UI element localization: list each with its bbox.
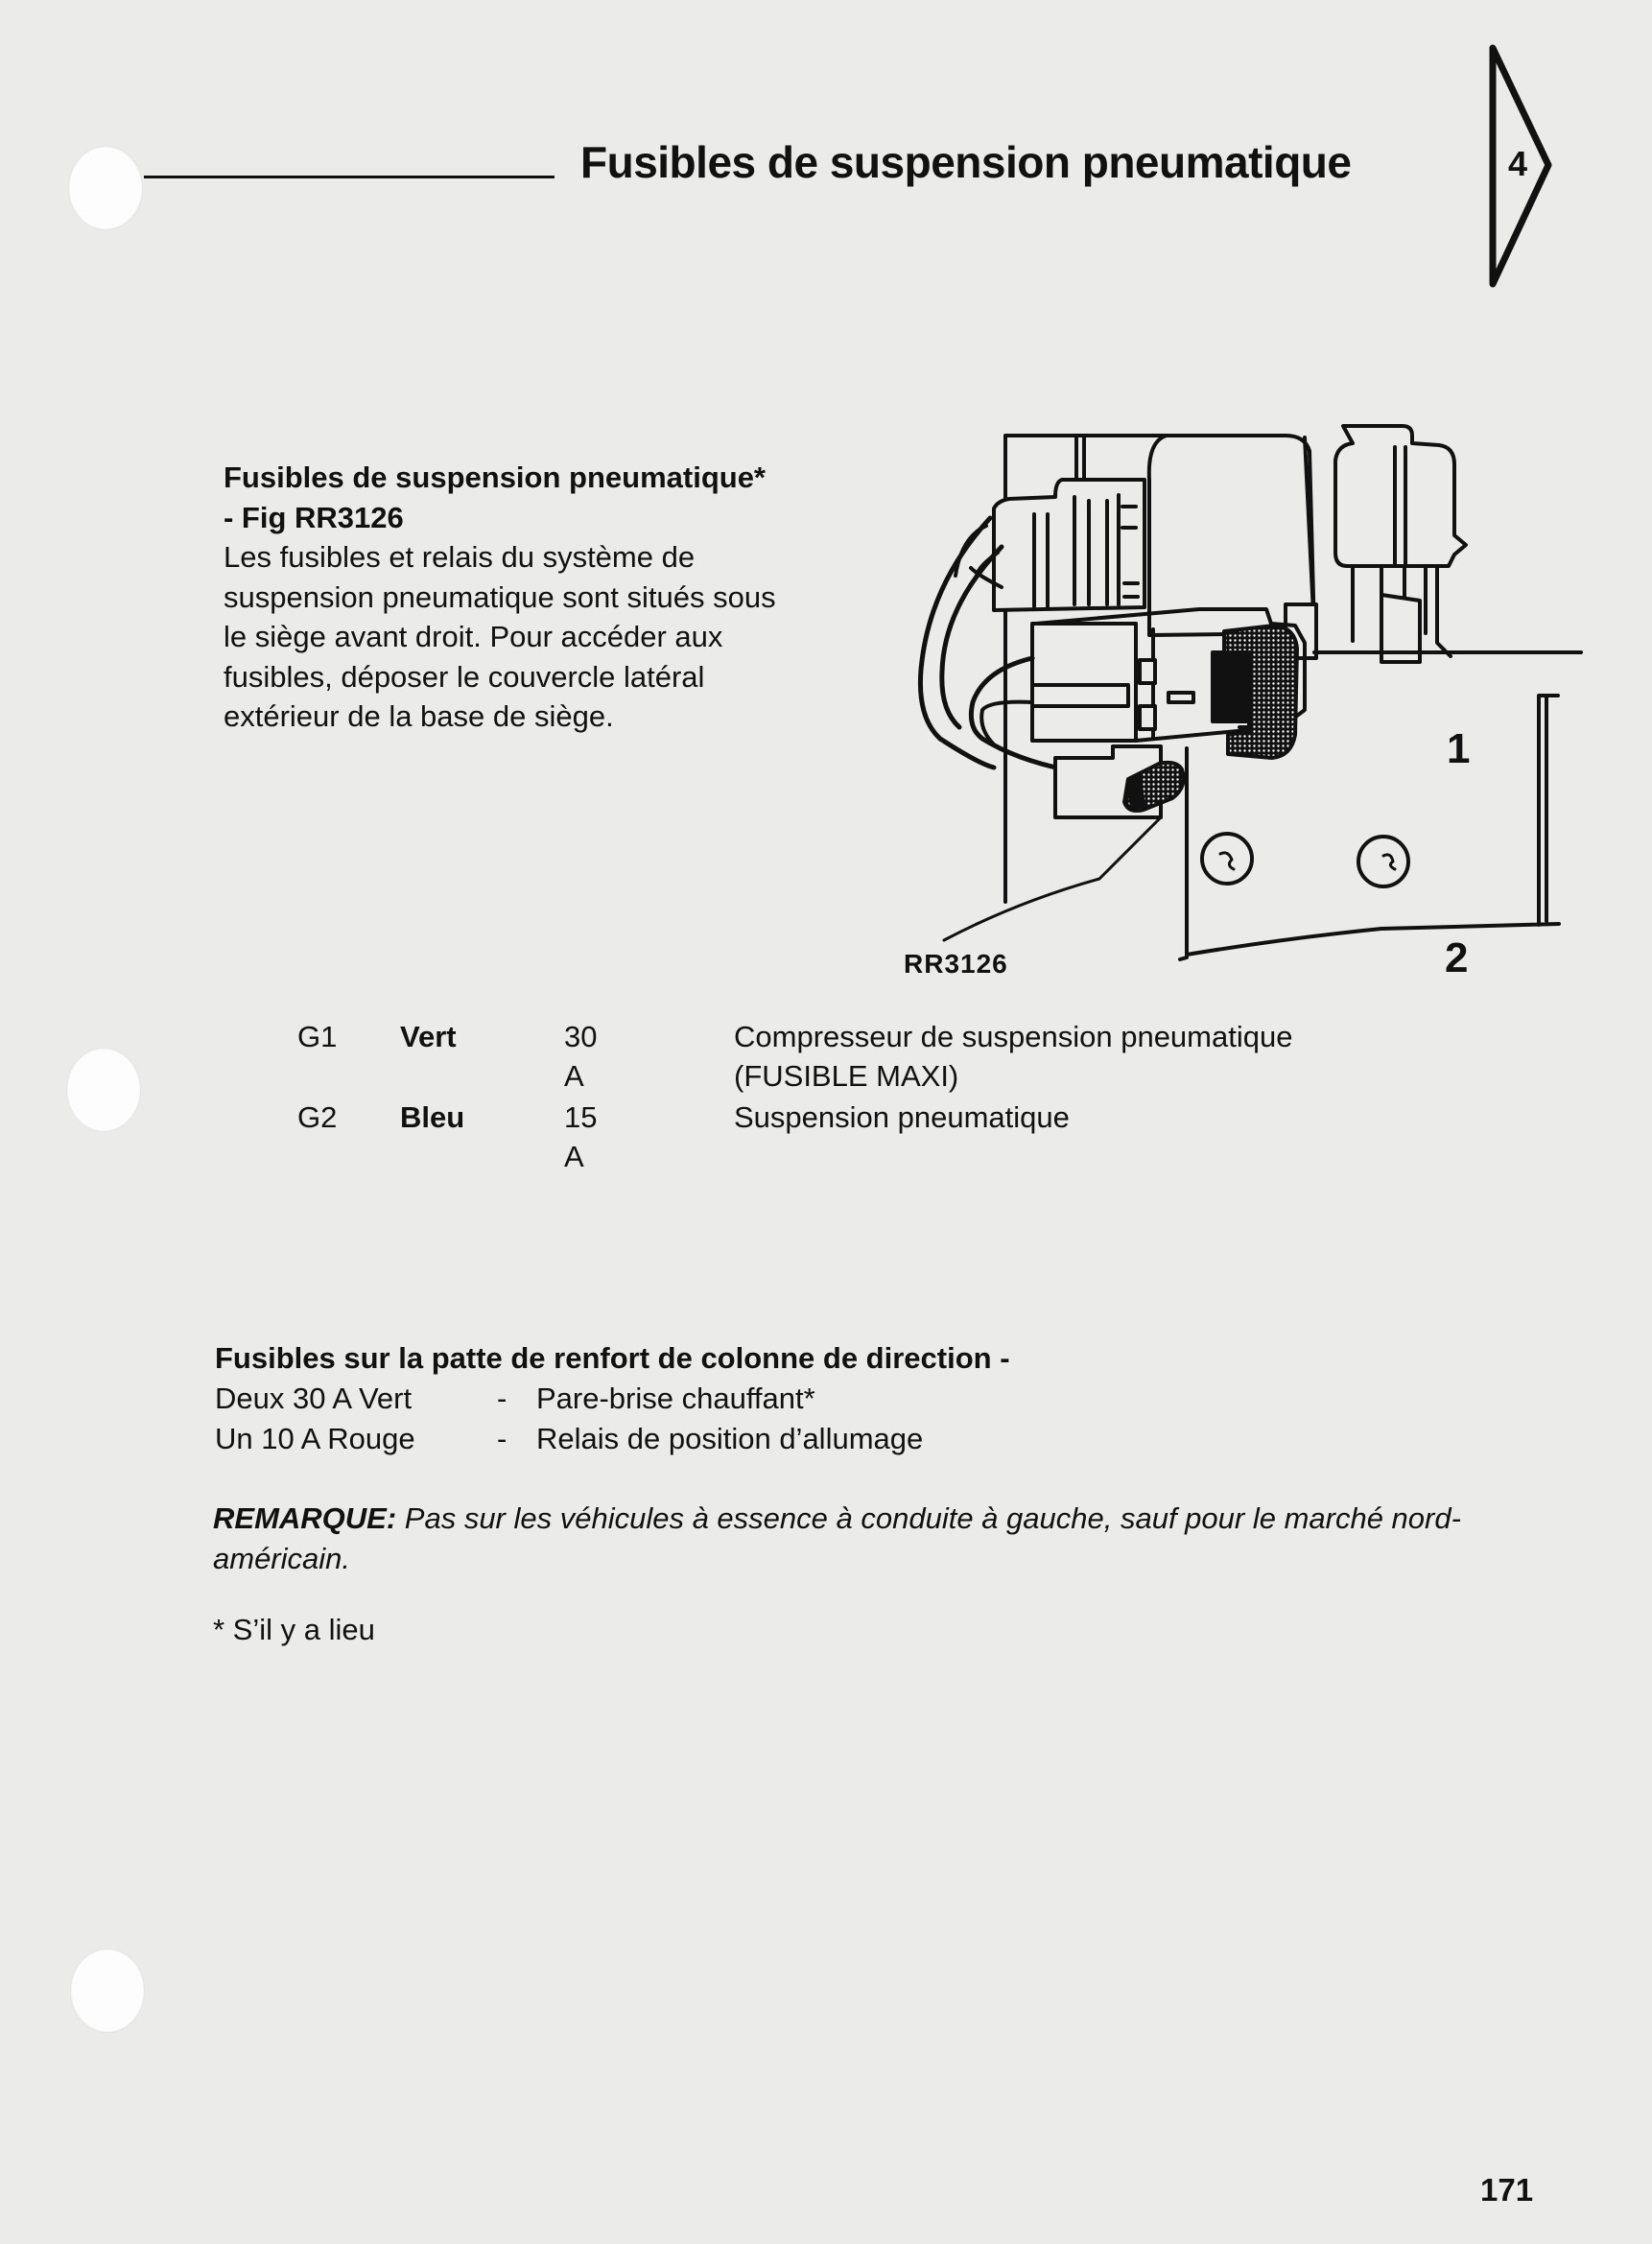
right-relay xyxy=(1335,426,1466,566)
fuse-holder-body xyxy=(1032,624,1136,741)
list-item xyxy=(215,1379,1010,1419)
fuse-color: Bleu xyxy=(400,1100,465,1134)
footnote: * S’il y a lieu xyxy=(213,1613,375,1646)
intro-line: fusibles, déposer le couvercle latéral xyxy=(224,659,705,694)
fuse-id: G2 xyxy=(297,1100,338,1134)
figure-code: RR3126 xyxy=(904,949,1008,979)
fuse-function: Relais de position d’allumage xyxy=(536,1422,924,1455)
fuse-description xyxy=(734,1017,1405,1096)
separator: - xyxy=(497,1382,507,1415)
page-title: Fusibles de suspension pneumatique xyxy=(580,137,1352,187)
screw-icon xyxy=(1202,834,1252,884)
header-rule xyxy=(144,176,555,178)
fuse-description-line: (FUSIBLE MAXI) xyxy=(734,1059,959,1093)
remark-text: Pas sur les véhicules à essence à conduite à gauche, sauf pour le marché nord-américain. xyxy=(213,1501,1461,1575)
callout-1: 1 xyxy=(1447,725,1471,772)
intro-line: extérieur de la base de siège. xyxy=(224,699,614,733)
chapter-number: 4 xyxy=(1508,144,1528,183)
fuse-amperage: 30 A xyxy=(564,1020,598,1093)
intro-figure-ref: - Fig RR3126 xyxy=(224,500,404,534)
screw-icon xyxy=(1358,837,1408,886)
intro-line: Les fusibles et relais du système de xyxy=(224,540,696,574)
relay-block xyxy=(994,480,1145,610)
section-title: Fusibles sur la patte de renfort de colonne de direction - xyxy=(215,1341,1010,1375)
fuse-id: G1 xyxy=(297,1020,338,1053)
intro-line: le siège avant droit. Pour accéder aux xyxy=(224,620,723,653)
binder-hole-top xyxy=(68,146,143,230)
remark-note xyxy=(213,1499,1499,1579)
page-number: 171 xyxy=(1480,2172,1534,2208)
intro-section xyxy=(224,458,876,737)
fuse-description-line: Suspension pneumatique xyxy=(734,1100,1070,1134)
list-item xyxy=(215,1419,1010,1459)
fuse-amperage: 15 A xyxy=(564,1100,598,1173)
fuse-spec: Un 10 A Rouge xyxy=(215,1422,415,1455)
fuse-description xyxy=(734,1098,1405,1137)
binder-hole-bottom xyxy=(70,1949,145,2033)
intro-title: Fusibles de suspension pneumatique* xyxy=(224,461,766,494)
fuse-description-line: Compresseur de suspension pneumatique xyxy=(734,1020,1293,1053)
intro-line: suspension pneumatique sont situés sous xyxy=(224,579,776,614)
remark-label: REMARQUE: xyxy=(213,1501,397,1535)
callout-2: 2 xyxy=(1445,934,1469,981)
fuse-color: Vert xyxy=(400,1020,457,1053)
binder-hole-middle xyxy=(66,1048,141,1132)
separator: - xyxy=(497,1422,507,1455)
fuse-spec: Deux 30 A Vert xyxy=(215,1382,413,1415)
steering-column-section xyxy=(215,1338,1010,1459)
fuse-location-illustration xyxy=(902,422,1593,979)
fuse-function: Pare-brise chauffant* xyxy=(536,1382,815,1415)
